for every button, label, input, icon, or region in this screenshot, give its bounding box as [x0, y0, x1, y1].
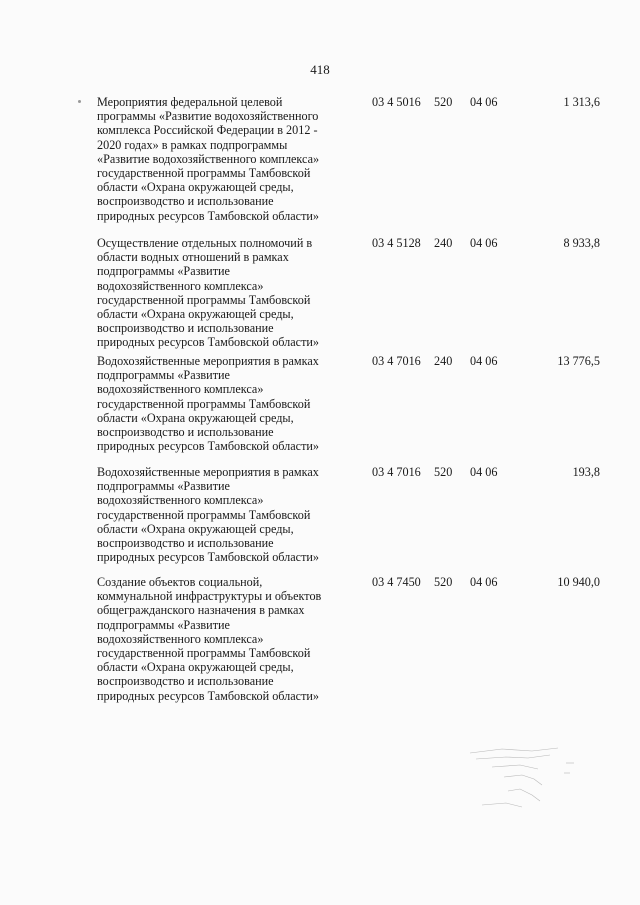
target-article-code: 03 4 5016 [372, 95, 421, 109]
description-line: воспроизводство и использование [97, 674, 274, 689]
target-article-code: 03 4 7016 [372, 354, 421, 368]
page-number: 418 [310, 62, 330, 77]
amount-value: 8 933,8 [563, 236, 600, 250]
section-code: 04 06 [470, 465, 498, 479]
description-line: области «Охрана окружающей среды, [97, 410, 294, 425]
section-code: 04 06 [470, 236, 498, 250]
amount-value: 193,8 [572, 465, 600, 479]
row-description [97, 465, 365, 564]
description-line: области «Охрана окружающей среды, [97, 660, 294, 675]
description-line: комплекса Российской Федерации в 2012 - [97, 123, 318, 138]
description-line: области «Охрана окружающей среды, [97, 180, 294, 195]
description-line: Создание объектов социальной, [97, 575, 263, 589]
target-article-code: 03 4 7450 [372, 575, 421, 589]
description-line: подпрограммы «Развитие [97, 617, 230, 632]
description-line: государственной программы Тамбовской [97, 646, 311, 661]
description-line: общегражданского назначения в рамках [97, 603, 305, 618]
description-line: воспроизводство и использование [97, 536, 274, 551]
description-line: воспроизводство и использование [97, 425, 274, 440]
amount-value: 10 940,0 [557, 575, 600, 589]
description-line: 2020 годах» в рамках подпрограммы [97, 137, 288, 152]
expense-type-code: 520 [434, 465, 453, 479]
description-line: коммунальной инфраструктуры и объектов [97, 589, 322, 604]
description-line: подпрограммы «Развитие [97, 368, 230, 383]
description-line: водохозяйственного комплекса» [97, 493, 264, 508]
description-line: Осуществление отдельных полномочий в [97, 236, 313, 250]
section-code: 04 06 [470, 575, 498, 589]
description-line: природных ресурсов Тамбовской области» [97, 208, 320, 223]
expense-type-code: 240 [434, 236, 453, 250]
description-line: государственной программы Тамбовской [97, 396, 311, 411]
description-line: воспроизводство и использование [97, 194, 274, 209]
row-description [97, 575, 365, 703]
description-line: области «Охрана окружающей среды, [97, 521, 294, 536]
description-line: подпрограммы «Развитие [97, 479, 230, 494]
description-line: водохозяйственного комплекса» [97, 382, 264, 397]
description-line: Водохозяйственные мероприятия в рамках [97, 354, 319, 368]
description-line: водохозяйственного комплекса» [97, 278, 264, 293]
description-line: природных ресурсов Тамбовской области» [97, 439, 320, 454]
amount-value: 13 776,5 [557, 354, 600, 368]
section-code: 04 06 [470, 354, 498, 368]
faint-stamp-mark [462, 745, 592, 815]
expense-type-code: 520 [434, 95, 453, 109]
row-description [97, 354, 365, 453]
description-line: подпрограммы «Развитие [97, 264, 230, 279]
description-line: Водохозяйственные мероприятия в рамках [97, 465, 319, 479]
description-line: природных ресурсов Тамбовской области» [97, 550, 320, 565]
target-article-code: 03 4 5128 [372, 236, 421, 250]
description-line: природных ресурсов Тамбовской области» [97, 335, 320, 350]
description-line: водохозяйственного комплекса» [97, 631, 264, 646]
expense-type-code: 520 [434, 575, 453, 589]
description-line: Мероприятия федеральной целевой [97, 95, 283, 109]
expense-type-code: 240 [434, 354, 453, 368]
description-line: программы «Развитие водохозяйственного [97, 109, 319, 124]
description-line: области «Охрана окружающей среды, [97, 307, 294, 322]
margin-dot [78, 100, 81, 103]
row-description [97, 236, 365, 350]
description-line: «Развитие водохозяйственного комплекса» [97, 151, 320, 166]
description-line: государственной программы Тамбовской [97, 292, 311, 307]
description-line: воспроизводство и использование [97, 321, 274, 336]
description-line: природных ресурсов Тамбовской области» [97, 688, 320, 703]
section-code: 04 06 [470, 95, 498, 109]
description-line: области водных отношений в рамках [97, 250, 289, 265]
row-description [97, 95, 365, 223]
target-article-code: 03 4 7016 [372, 465, 421, 479]
amount-value: 1 313,6 [563, 95, 600, 109]
description-line: государственной программы Тамбовской [97, 166, 311, 181]
description-line: государственной программы Тамбовской [97, 507, 311, 522]
